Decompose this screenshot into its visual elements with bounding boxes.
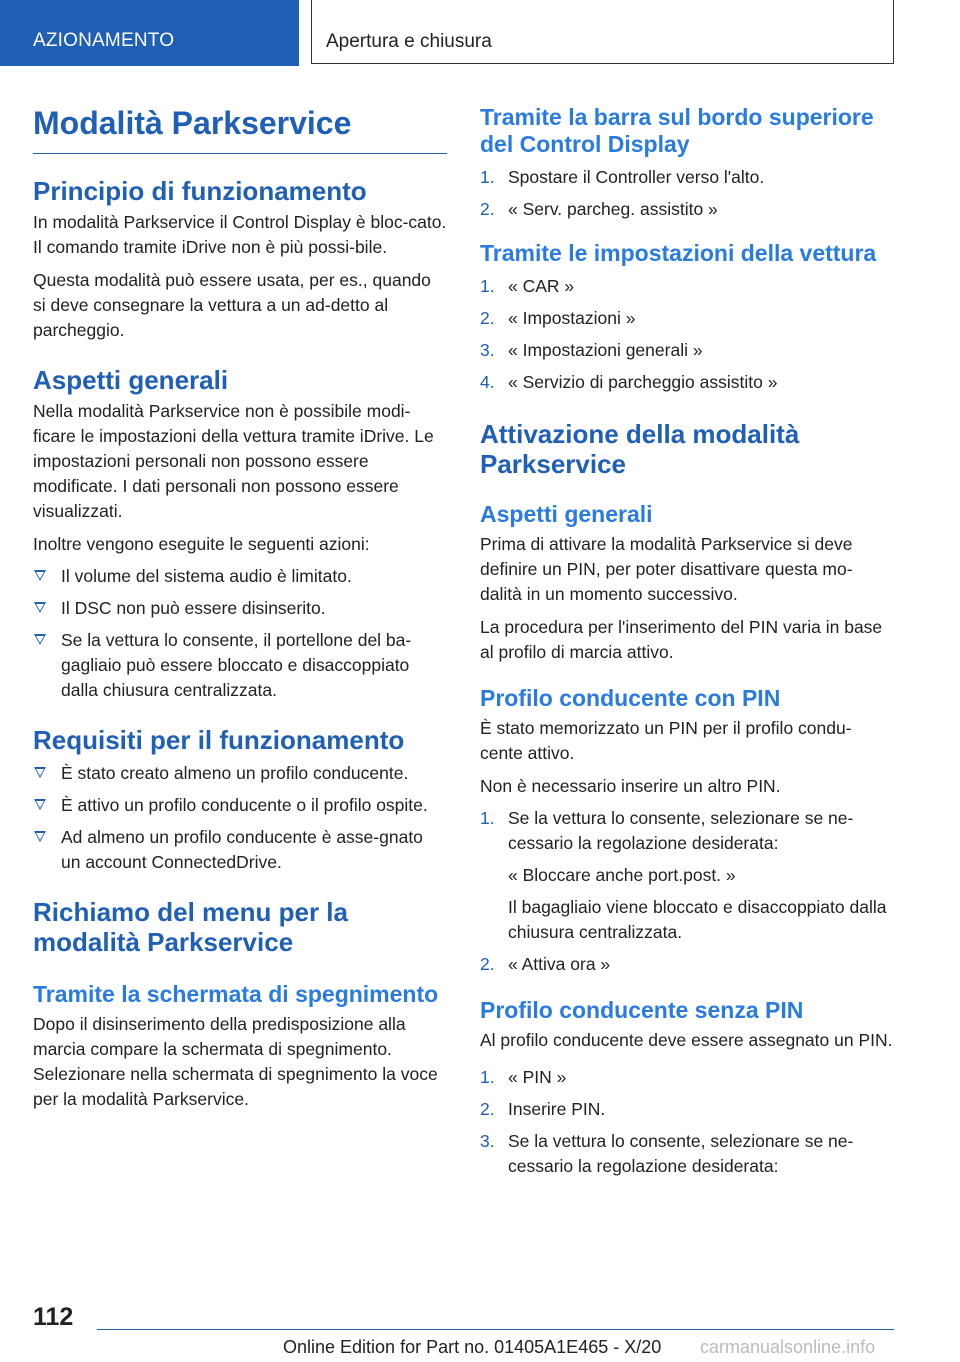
list-item: Ad almeno un profilo conducente è asse-gnato un account ConnectedDrive. bbox=[33, 825, 447, 875]
right-column bbox=[480, 100, 894, 1179]
triangle-bullet-icon bbox=[34, 634, 46, 645]
subheading-schermata: Tramite la schermata di spegnimento bbox=[33, 981, 439, 1008]
subheading-senza-pin: Profilo conducente senza PIN bbox=[480, 997, 804, 1023]
sub-note: Il bagagliaio viene bloccato e disaccoppiato dalla chiusura centralizzata. bbox=[508, 897, 887, 942]
list-item: È attivo un profilo conducente o il profilo ospite. bbox=[33, 793, 447, 818]
header-section-label: AZIONAMENTO bbox=[33, 30, 175, 51]
footer-rule bbox=[97, 1329, 894, 1330]
heading-richiamo-menu: Richiamo del menu per la modalità Parkservice bbox=[33, 897, 348, 958]
heading-requisiti: Requisiti per il funzionamento bbox=[33, 725, 405, 756]
header-chapter-label: Apertura e chiusura bbox=[326, 31, 492, 52]
watermark: carmanualsonline.info bbox=[700, 1337, 876, 1357]
list-item: Il volume del sistema audio è limitato. bbox=[33, 564, 447, 589]
numbered-list-con-pin bbox=[480, 806, 894, 977]
list-item: 1. Se la vettura lo consente, selezionare se ne-cessario la regolazione desiderata: « Bloccare anche port.post. » Il bagagliaio viene bloccato e disaccoppiato dalla chiusura centralizzata. bbox=[480, 806, 894, 945]
title-rule bbox=[33, 153, 447, 154]
subheading-con-pin: Profilo conducente con PIN bbox=[480, 685, 781, 711]
numbered-list-senza-pin bbox=[480, 1065, 894, 1179]
para-principio-1: In modalità Parkservice il Control Display è bloc-cato. Il comando tramite iDrive non è più possi-bile. bbox=[33, 212, 447, 258]
triangle-bullet-icon bbox=[34, 799, 46, 810]
heading-attivazione: Attivazione della modalità Parkservice bbox=[480, 419, 800, 479]
numbered-list-barra bbox=[480, 165, 894, 222]
list-item: 1. Spostare il Controller verso l'alto. bbox=[480, 167, 765, 187]
page-number: 112 bbox=[33, 1303, 74, 1331]
bullet-list-requisiti bbox=[33, 761, 447, 875]
left-column bbox=[33, 100, 447, 1112]
list-item: 3. « Impostazioni generali » bbox=[480, 340, 703, 360]
para-schermata: Dopo il disinserimento della predisposizione alla marcia compare la schermata di spegnimento. Selezionare nella schermata di spegnimento la voce per la modalità Parkservice. bbox=[33, 1014, 438, 1110]
list-item: Se la vettura lo consente, il portellone del ba-gagliaio può essere bloccato e disaccoppiato dalla chiusura centralizzata. bbox=[33, 628, 447, 703]
sub-option: « Bloccare anche port.post. » bbox=[508, 865, 736, 885]
header-section-tab bbox=[0, 0, 299, 66]
para-aspetti-2: Inoltre vengono eseguite le seguenti azioni: bbox=[33, 534, 370, 555]
footer-edition: Online Edition for Part no. 01405A1E465 - X/20 bbox=[283, 1337, 662, 1357]
bullet-list-azioni bbox=[33, 564, 447, 703]
list-item: 2. « Serv. parcheg. assistito » bbox=[480, 199, 718, 219]
para-senza-pin: Al profilo conducente deve essere assegnato un PIN. bbox=[480, 1030, 893, 1050]
page-title: Modalità Parkservice bbox=[33, 105, 352, 141]
list-item: È stato creato almeno un profilo conducente. bbox=[33, 761, 447, 786]
list-item: 3. Se la vettura lo consente, selezionare se ne-cessario la regolazione desiderata: bbox=[480, 1131, 854, 1176]
list-item: 4. « Servizio di parcheggio assistito » bbox=[480, 372, 778, 392]
list-item: 2. « Impostazioni » bbox=[480, 308, 636, 328]
header-chapter-box bbox=[311, 0, 894, 64]
triangle-bullet-icon bbox=[34, 602, 46, 613]
para-con-pin-2: Non è necessario inserire un altro PIN. bbox=[480, 776, 781, 796]
list-item: 1. « CAR » bbox=[480, 276, 575, 296]
para-con-pin-1: È stato memorizzato un PIN per il profilo condu-cente attivo. bbox=[480, 718, 852, 763]
para-aspetti-1: Nella modalità Parkservice non è possibile modi-ficare le impostazioni della vettura tramite iDrive. Le impostazioni personali non possono essere modificate. I dati personali non possono essere visualizzati. bbox=[33, 401, 434, 522]
list-item: 2. « Attiva ora » bbox=[480, 954, 611, 974]
para-attivazione-1: Prima di attivare la modalità Parkservice si deve definire un PIN, per poter disattivare questa mo-dalità in un momento successivo. bbox=[480, 534, 853, 604]
list-item: 1. « PIN » bbox=[480, 1067, 567, 1087]
heading-principio: Principio di funzionamento bbox=[33, 176, 367, 207]
subheading-aspetti-generali: Aspetti generali bbox=[480, 501, 653, 527]
triangle-bullet-icon bbox=[34, 767, 46, 778]
list-item: Il DSC non può essere disinserito. bbox=[33, 596, 447, 621]
para-attivazione-2: La procedura per l'inserimento del PIN varia in base al profilo di marcia attivo. bbox=[480, 617, 883, 662]
para-principio-2: Questa modalità può essere usata, per es., quando si deve consegnare la vettura a un ad-detto al parcheggio. bbox=[33, 270, 431, 341]
heading-aspetti-generali: Aspetti generali bbox=[33, 365, 229, 396]
triangle-bullet-icon bbox=[34, 570, 46, 581]
list-item: 2. Inserire PIN. bbox=[480, 1099, 606, 1119]
subheading-barra: Tramite la barra sul bordo superiore del Control Display bbox=[480, 104, 874, 157]
triangle-bullet-icon bbox=[34, 831, 46, 842]
subheading-impostazioni: Tramite le impostazioni della vettura bbox=[480, 240, 877, 266]
numbered-list-impostazioni bbox=[480, 274, 894, 395]
